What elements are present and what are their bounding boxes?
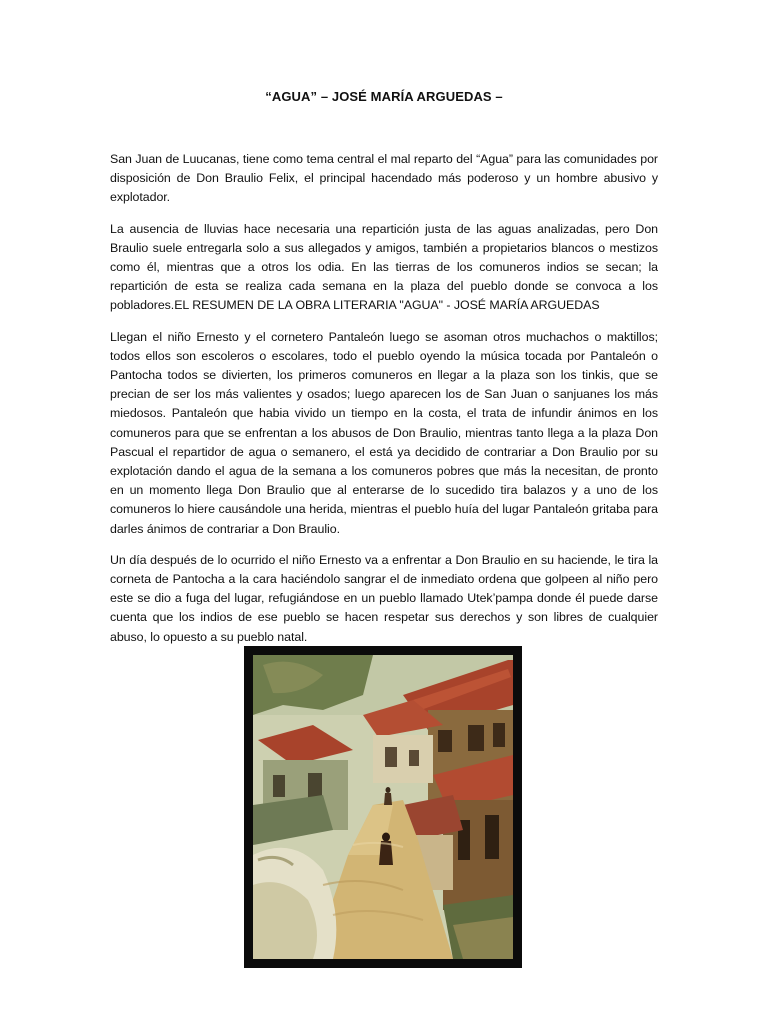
- village-street-painting: [253, 655, 513, 959]
- document-title: “AGUA” – JOSÉ MARÍA ARGUEDAS –: [265, 89, 503, 104]
- document-body: [110, 150, 658, 659]
- paragraph-ernesto-escape: Un día después de lo ocurrido el niño Ernesto va a enfrentar a Don Braulio en su haciende, le tira la corneta de Pantocha a la cara haciéndolo sangrar el de inmediato ordena que golpeen al niño pero este se dio a fuga del lugar, refugiándose en un pueblo llamado Utek’pampa donde él puede darse cuenta que los indios de ese pueblo se hacen respetar sus derechos y son libres de cualquier abuso, lo opuesto a su pueblo natal.: [110, 552, 658, 644]
- paragraph-intro: San Juan de Luucanas, tiene como tema central el mal reparto del “Agua” para las comunidades por disposición de Don Braulio Felix, el principal hacendado más poderoso y un hombre abusivo y explotador.: [110, 152, 658, 205]
- painting-center-house: [373, 735, 433, 783]
- paragraph-plaza-events: Llegan el niño Ernesto y el cornetero Pantaleón luego se asoman otros muchachos o maktillos; todos ellos son escoleros o escolares, todo el pueblo oyendo la música tocada por Pantaleón o Pantocha todos se divierten, los primeros comuneros en llegar a la plaza son los tinkis, que se precian de ser los más valientes y osados; luego aparecen los de San Juan o sanjuanes los más miedosos. Pantaleón que habia vivido un tiempo en la costa, el trata de infundir ánimos en los comuneros para que se enfrentan a los abusos de Don Braulio, mientras tanto llega a la plaza Don Pascual el repartidor de agua o semanero, el está ya decidido de contrariar a Don Braulio por su explotación dando el agua de la semana a los comuneros pobres que más la necesitan, de pronto en un momento llega Don Braulio que al enterarse de lo sucedido tira balazos y a uno de los comuneros lo hiere causándole una herida, mientras el pueblo huía del lugar Pantaleón gritaba para darles ánimos de contrariar a Don Braulio.: [110, 329, 658, 536]
- painting-frame: [244, 646, 522, 968]
- paragraph-water-distribution: La ausencia de lluvias hace necesaria una repartición justa de las aguas analizadas, pero Don Braulio suele entregarla solo a sus allegados y amigos, también a propietarios blancos o mestizos como él, mientras que a otros los odia. En las tierras de los comuneros indios se secan; la repartición de esta se realiza cada semana en la plaza del pueblo donde se convoca a los pobladores.EL RESUMEN DE LA OBRA LITERARIA "AGUA" - JOSÉ MARÍA ARGUEDAS: [110, 221, 658, 313]
